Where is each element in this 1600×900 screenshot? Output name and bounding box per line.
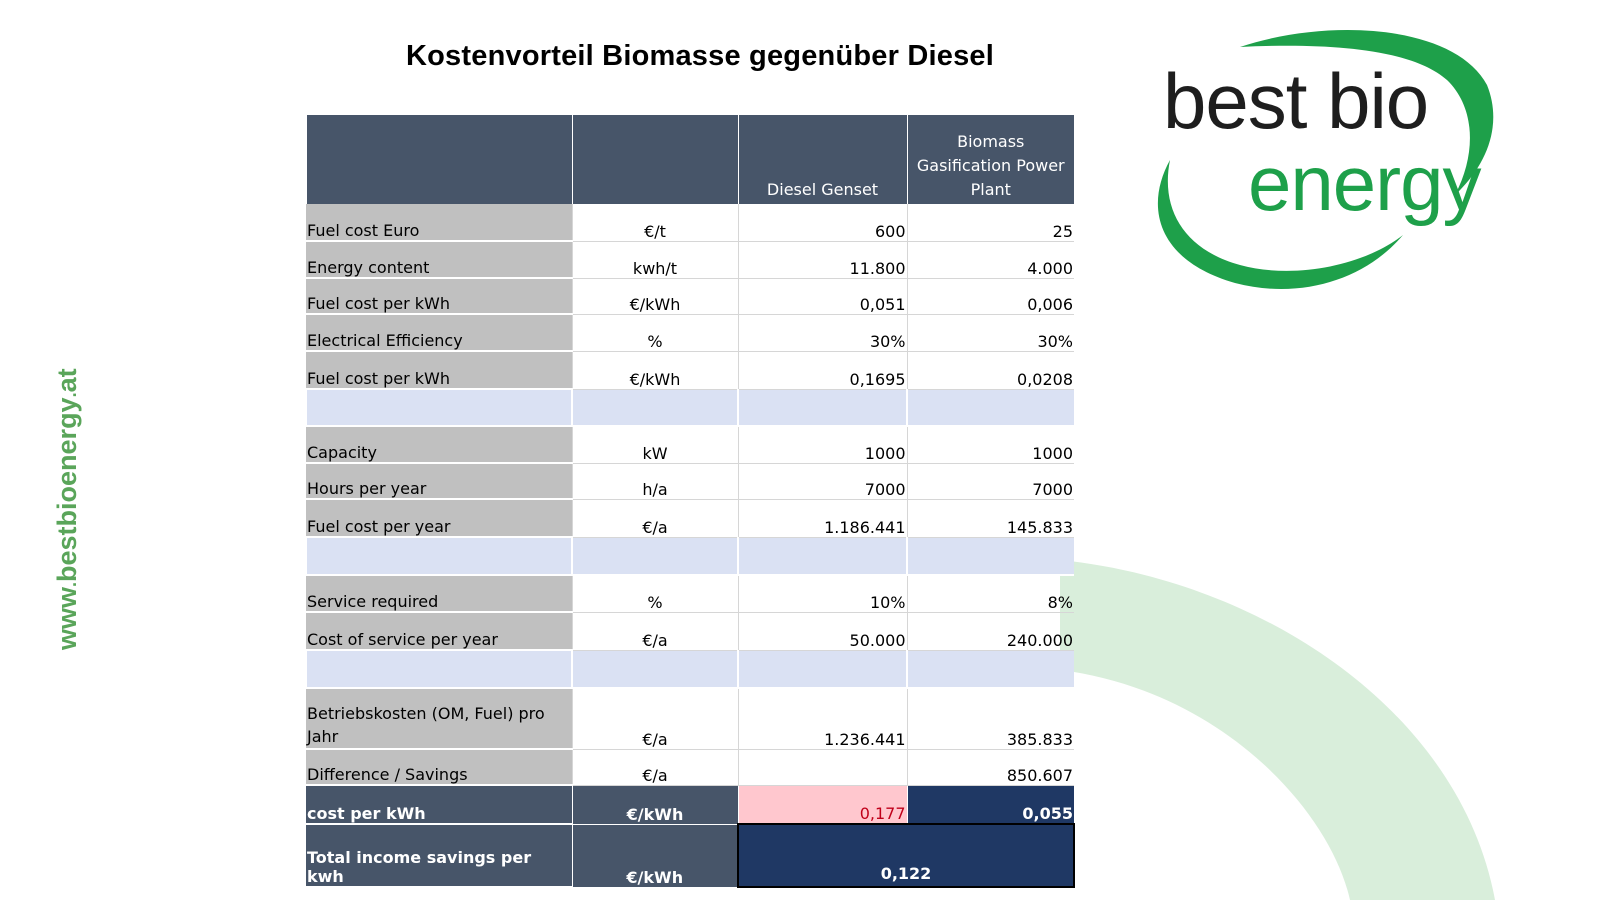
table-header-row [306, 115, 1074, 204]
row-biomass-value: 25 [907, 204, 1074, 241]
row-diesel-value: 1000 [738, 426, 907, 463]
table-row [306, 314, 1074, 351]
row-unit: % [572, 575, 738, 612]
row-biomass-value: 7000 [907, 463, 1074, 499]
biomass-cost-per-kwh: 0,055 [907, 785, 1074, 824]
spacer-cell [572, 650, 738, 688]
table-row [306, 688, 1074, 749]
row-label: Cost of service per year [306, 612, 572, 650]
url-dot: . [60, 581, 80, 587]
row-biomass-value: 240.000 [907, 612, 1074, 650]
diesel-cost-per-kwh: 0,177 [738, 785, 907, 824]
url-dot: . [60, 392, 80, 398]
spacer-cell [306, 537, 572, 575]
spacer-row [306, 650, 1074, 688]
decorative-swoosh [1060, 560, 1600, 900]
row-label: cost per kWh [306, 785, 572, 824]
row-diesel-value [738, 749, 907, 785]
row-unit: % [572, 314, 738, 351]
spacer-cell [572, 389, 738, 426]
row-diesel-value: 10% [738, 575, 907, 612]
logo-text-energy: energy [1248, 139, 1481, 227]
url-name: bestbioenergy [52, 397, 82, 582]
spacer-cell [306, 389, 572, 426]
row-unit: €/kWh [572, 278, 738, 314]
spacer-row [306, 537, 1074, 575]
row-label: Total income savings per kwh [306, 824, 572, 887]
row-diesel-value: 30% [738, 314, 907, 351]
row-diesel-value: 1.186.441 [738, 499, 907, 537]
page-title: Kostenvorteil Biomasse gegenüber Diesel [406, 40, 994, 72]
row-label: Energy content [306, 241, 572, 278]
row-label: Capacity [306, 426, 572, 463]
spacer-cell [306, 650, 572, 688]
table-row [306, 351, 1074, 389]
table-row [306, 499, 1074, 537]
row-unit: €/a [572, 612, 738, 650]
row-biomass-value: 0,0208 [907, 351, 1074, 389]
header-diesel: Diesel Genset [738, 115, 907, 204]
row-unit: €/kWh [572, 824, 738, 887]
logo-text-best-bio: best bio [1163, 57, 1429, 145]
row-unit: kW [572, 426, 738, 463]
row-label: Difference / Savings [306, 749, 572, 785]
row-biomass-value: 385.833 [907, 688, 1074, 749]
row-diesel-value: 0,1695 [738, 351, 907, 389]
table-row [306, 749, 1074, 785]
row-biomass-value: 30% [907, 314, 1074, 351]
cost-per-kwh-row [306, 785, 1074, 824]
total-savings-row [306, 824, 1074, 887]
table-row [306, 575, 1074, 612]
row-biomass-value: 850.607 [907, 749, 1074, 785]
spacer-cell [738, 389, 907, 426]
row-unit: €/kWh [572, 785, 738, 824]
row-unit: kwh/t [572, 241, 738, 278]
row-label: Fuel cost per kWh [306, 351, 572, 389]
row-label: Fuel cost Euro [306, 204, 572, 241]
row-diesel-value: 1.236.441 [738, 688, 907, 749]
cost-comparison-table [305, 115, 1075, 888]
url-www: www [52, 586, 82, 650]
table-row [306, 612, 1074, 650]
spacer-row [306, 389, 1074, 426]
row-unit: €/a [572, 749, 738, 785]
table-row [306, 204, 1074, 241]
table-row [306, 426, 1074, 463]
row-unit: €/a [572, 688, 738, 749]
row-unit: h/a [572, 463, 738, 499]
spacer-cell [907, 389, 1074, 426]
row-label: Fuel cost per kWh [306, 278, 572, 314]
total-savings-value: 0,122 [738, 824, 1074, 887]
row-label: Service required [306, 575, 572, 612]
row-unit: €/t [572, 204, 738, 241]
row-label: Fuel cost per year [306, 499, 572, 537]
spacer-cell [738, 650, 907, 688]
row-label: Betriebskosten (OM, Fuel) pro Jahr [306, 688, 572, 749]
row-label: Electrical Efficiency [306, 314, 572, 351]
row-biomass-value: 8% [907, 575, 1074, 612]
row-diesel-value: 11.800 [738, 241, 907, 278]
row-diesel-value: 600 [738, 204, 907, 241]
row-biomass-value: 145.833 [907, 499, 1074, 537]
row-diesel-value: 50.000 [738, 612, 907, 650]
website-url[interactable] [52, 368, 83, 650]
spacer-cell [572, 537, 738, 575]
spacer-cell [907, 537, 1074, 575]
row-label: Hours per year [306, 463, 572, 499]
header-cell [572, 115, 738, 204]
row-biomass-value: 1000 [907, 426, 1074, 463]
row-biomass-value: 4.000 [907, 241, 1074, 278]
row-diesel-value: 7000 [738, 463, 907, 499]
row-unit: €/a [572, 499, 738, 537]
row-unit: €/kWh [572, 351, 738, 389]
header-biomass: Biomass Gasification Power Plant [907, 115, 1074, 204]
header-cell [306, 115, 572, 204]
spacer-cell [738, 537, 907, 575]
row-biomass-value: 0,006 [907, 278, 1074, 314]
url-tld: at [52, 368, 82, 393]
table-row [306, 463, 1074, 499]
row-diesel-value: 0,051 [738, 278, 907, 314]
table-row [306, 241, 1074, 278]
spacer-cell [907, 650, 1074, 688]
table-row [306, 278, 1074, 314]
